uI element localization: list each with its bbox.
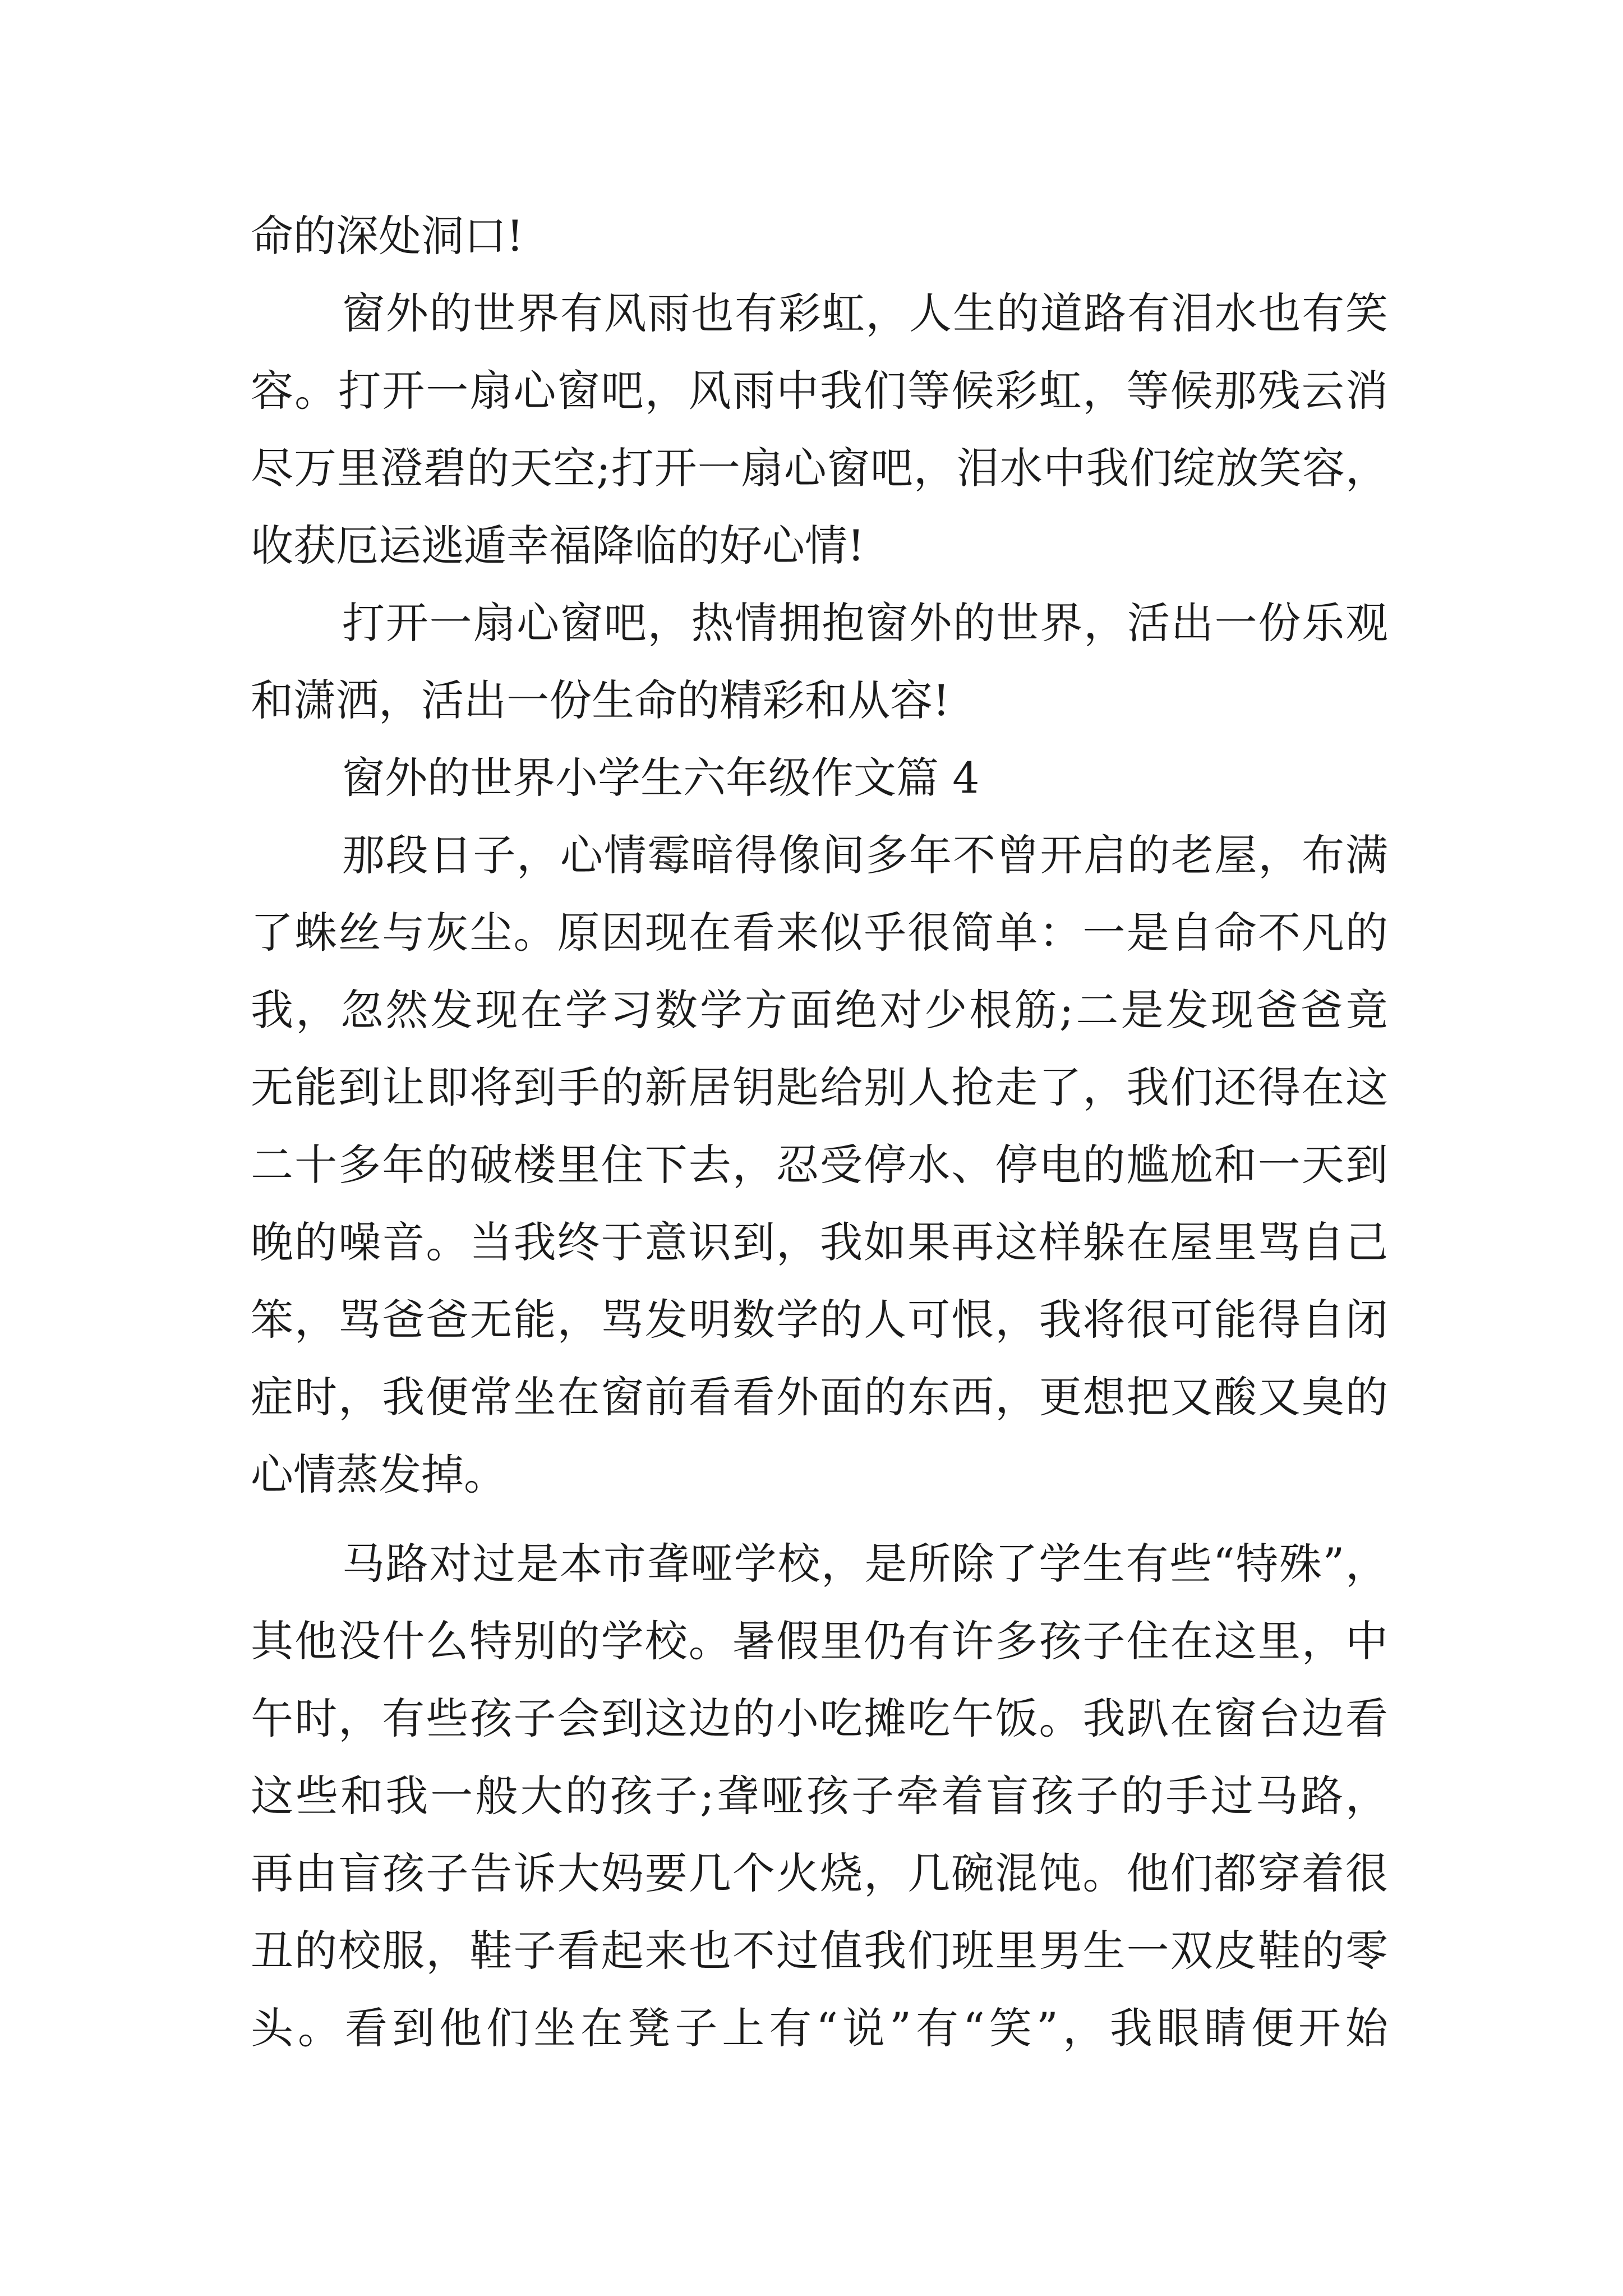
paragraph (251, 197, 1388, 275)
section-heading (251, 739, 1388, 817)
paragraph-line: 心情蒸发掉。 (251, 1450, 506, 1499)
paragraph-line: 我，忽然发现在学习数学方面绝对少根筋;二是发现爸爸竟 (251, 985, 1388, 1035)
paragraph-line: 晚的噪音。当我终于意识到，我如果再这样躲在屋里骂自己 (251, 1217, 1388, 1267)
paragraph-line: 无能到让即将到手的新居钥匙给别人抢走了，我们还得在这 (251, 1062, 1388, 1112)
document-body (251, 197, 1388, 2067)
paragraph-line: 收获厄运逃遁幸福降临的好心情! (251, 521, 865, 570)
paragraph (251, 1525, 1388, 2067)
paragraph-line: 头。看到他们坐在凳子上有“说”有“笑”，我眼睛便开始 (251, 2003, 1388, 2053)
paragraph-line: 再由盲孩子告诉大妈要几个火烧，几碗混饨。他们都穿着很 (251, 1848, 1388, 1898)
paragraph (251, 585, 1388, 739)
paragraph-line: 那段日子，心情霉暗得像间多年不曾开启的老屋，布满 (342, 830, 1388, 880)
section-heading-text: 窗外的世界小学生六年级作文篇 4 (342, 753, 980, 803)
paragraph-line: 丑的校服，鞋子看起来也不过值我们班里男生一双皮鞋的零 (251, 1926, 1388, 1976)
paragraph-line: 症时，我便常坐在窗前看看外面的东西，更想把又酸又臭的 (251, 1372, 1388, 1422)
paragraph-line: 午时，有些孩子会到这边的小吃摊吃午饭。我趴在窗台边看 (251, 1694, 1388, 1743)
paragraph-line: 马路对过是本市聋哑学校，是所除了学生有些“特殊”， (342, 1539, 1388, 1589)
paragraph-line: 窗外的世界有风雨也有彩虹，人生的道路有泪水也有笑 (342, 288, 1388, 338)
paragraph (251, 275, 1388, 585)
paragraph-line: 其他没什么特别的学校。暑假里仍有许多孩子住在这里，中 (251, 1616, 1388, 1666)
paragraph-line: 尽万里澄碧的天空;打开一扇心窗吧，泪水中我们绽放笑容， (251, 443, 1388, 493)
paragraph-line: 二十多年的破楼里住下去，忍受停水、停电的尴尬和一天到 (251, 1140, 1388, 1190)
paragraph-line: 了蛛丝与灰尘。原因现在看来似乎很简单：一是自命不凡的 (251, 908, 1388, 958)
paragraph-line: 命的深处洞口! (251, 211, 524, 261)
paragraph-line: 这些和我一般大的孩子;聋哑孩子牵着盲孩子的手过马路， (251, 1771, 1388, 1821)
paragraph-line: 打开一扇心窗吧，热情拥抱窗外的世界，活出一份乐观 (342, 598, 1388, 648)
paragraph-line: 和潇洒，活出一份生命的精彩和从容! (251, 675, 950, 725)
paragraph-line: 笨，骂爸爸无能，骂发明数学的人可恨，我将很可能得自闭 (251, 1295, 1388, 1345)
paragraph (251, 817, 1388, 1513)
paragraph-line: 容。打开一扇心窗吧，风雨中我们等候彩虹，等候那残云消 (251, 366, 1388, 416)
